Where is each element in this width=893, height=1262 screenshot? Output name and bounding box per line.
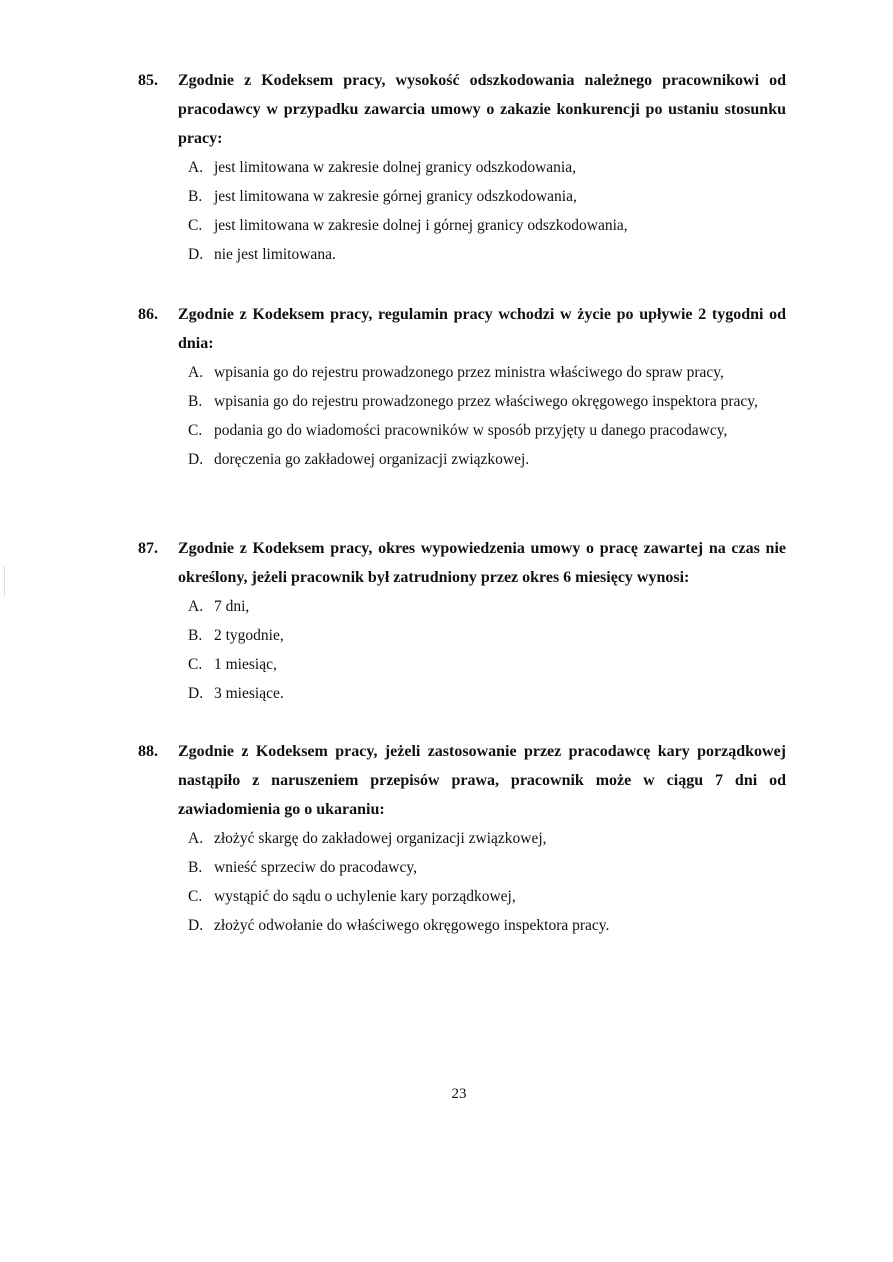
- question-number: 88.: [138, 743, 158, 760]
- answer-option-c: [188, 650, 786, 679]
- answer-option-b: [188, 182, 786, 211]
- question-header: [138, 737, 786, 824]
- answer-options: [138, 824, 786, 940]
- question-text: Zgodnie z Kodeksem pracy, jeżeli zastosowanie przez pracodawcę kary porządkowej nastąpiło z naruszeniem przepisów prawa, pracownik może w ciągu 7 dni od zawiadomienia go o ukaraniu:: [178, 743, 786, 818]
- option-text: nie jest limitowana.: [214, 246, 336, 263]
- answer-option-b: [188, 621, 786, 650]
- option-text: złożyć odwołanie do właściwego okręgowego inspektora pracy.: [214, 917, 610, 934]
- option-text: 1 miesiąc,: [214, 656, 277, 673]
- answer-option-a: [188, 592, 786, 621]
- answer-option-a: [188, 153, 786, 182]
- question-header: [138, 66, 786, 153]
- answer-options: [138, 358, 786, 474]
- option-text: jest limitowana w zakresie dolnej i górnej granicy odszkodowania,: [214, 217, 628, 234]
- question-text: Zgodnie z Kodeksem pracy, wysokość odszkodowania należnego pracownikowi od pracodawcy w przypadku zawarcia umowy o zakazie konkurencji po ustaniu stosunku pracy:: [178, 72, 786, 147]
- question-number: 86.: [138, 306, 158, 323]
- option-text: wpisania go do rejestru prowadzonego przez właściwego okręgowego inspektora pracy,: [214, 393, 758, 410]
- question-header: [138, 534, 786, 592]
- option-letter: B.: [188, 393, 203, 410]
- answer-option-a: [188, 358, 786, 387]
- option-letter: D.: [188, 685, 204, 702]
- option-letter: B.: [188, 188, 203, 205]
- option-letter: C.: [188, 422, 203, 439]
- option-text: jest limitowana w zakresie dolnej granicy odszkodowania,: [214, 159, 576, 176]
- scan-margin-mark: [4, 566, 5, 596]
- option-letter: D.: [188, 917, 204, 934]
- answer-option-d: [188, 679, 786, 708]
- option-text: wystąpić do sądu o uchylenie kary porządkowej,: [214, 888, 516, 905]
- answer-option-a: [188, 824, 786, 853]
- option-letter: B.: [188, 627, 203, 644]
- question-text: Zgodnie z Kodeksem pracy, okres wypowiedzenia umowy o pracę zawartej na czas nie określony, jeżeli pracownik był zatrudniony przez okres 6 miesięcy wynosi:: [178, 540, 786, 586]
- option-letter: A.: [188, 598, 204, 615]
- option-text: wnieść sprzeciw do pracodawcy,: [214, 859, 417, 876]
- answer-option-b: [188, 853, 786, 882]
- option-letter: C.: [188, 888, 203, 905]
- question-number: 87.: [138, 540, 158, 557]
- question-85: [138, 66, 786, 269]
- answer-option-b: [188, 387, 786, 416]
- option-text: 7 dni,: [214, 598, 250, 615]
- question-number: 85.: [138, 72, 158, 89]
- option-text: 3 miesiące.: [214, 685, 284, 702]
- option-letter: A.: [188, 830, 204, 847]
- option-letter: C.: [188, 656, 203, 673]
- question-text: Zgodnie z Kodeksem pracy, regulamin pracy wchodzi w życie po upływie 2 tygodni od dnia:: [178, 306, 786, 352]
- option-text: 2 tygodnie,: [214, 627, 284, 644]
- option-text: jest limitowana w zakresie górnej granicy odszkodowania,: [214, 188, 577, 205]
- answer-options: [138, 153, 786, 269]
- question-86: [138, 300, 786, 474]
- page-number: 23: [451, 1086, 467, 1102]
- answer-options: [138, 592, 786, 708]
- answer-option-c: [188, 416, 786, 445]
- option-letter: A.: [188, 364, 204, 381]
- option-letter: B.: [188, 859, 203, 876]
- answer-option-d: [188, 445, 786, 474]
- option-letter: D.: [188, 246, 204, 263]
- question-87: [138, 534, 786, 708]
- option-letter: C.: [188, 217, 203, 234]
- question-88: [138, 737, 786, 940]
- option-letter: A.: [188, 159, 204, 176]
- question-header: [138, 300, 786, 358]
- option-text: podania go do wiadomości pracowników w sposób przyjęty u danego pracodawcy,: [214, 422, 728, 439]
- answer-option-d: [188, 240, 786, 269]
- answer-option-c: [188, 882, 786, 911]
- option-letter: D.: [188, 451, 204, 468]
- option-text: złożyć skargę do zakładowej organizacji związkowej,: [214, 830, 547, 847]
- answer-option-d: [188, 911, 786, 940]
- option-text: doręczenia go zakładowej organizacji związkowej.: [214, 451, 530, 468]
- answer-option-c: [188, 211, 786, 240]
- option-text: wpisania go do rejestru prowadzonego przez ministra właściwego do spraw pracy,: [214, 364, 724, 381]
